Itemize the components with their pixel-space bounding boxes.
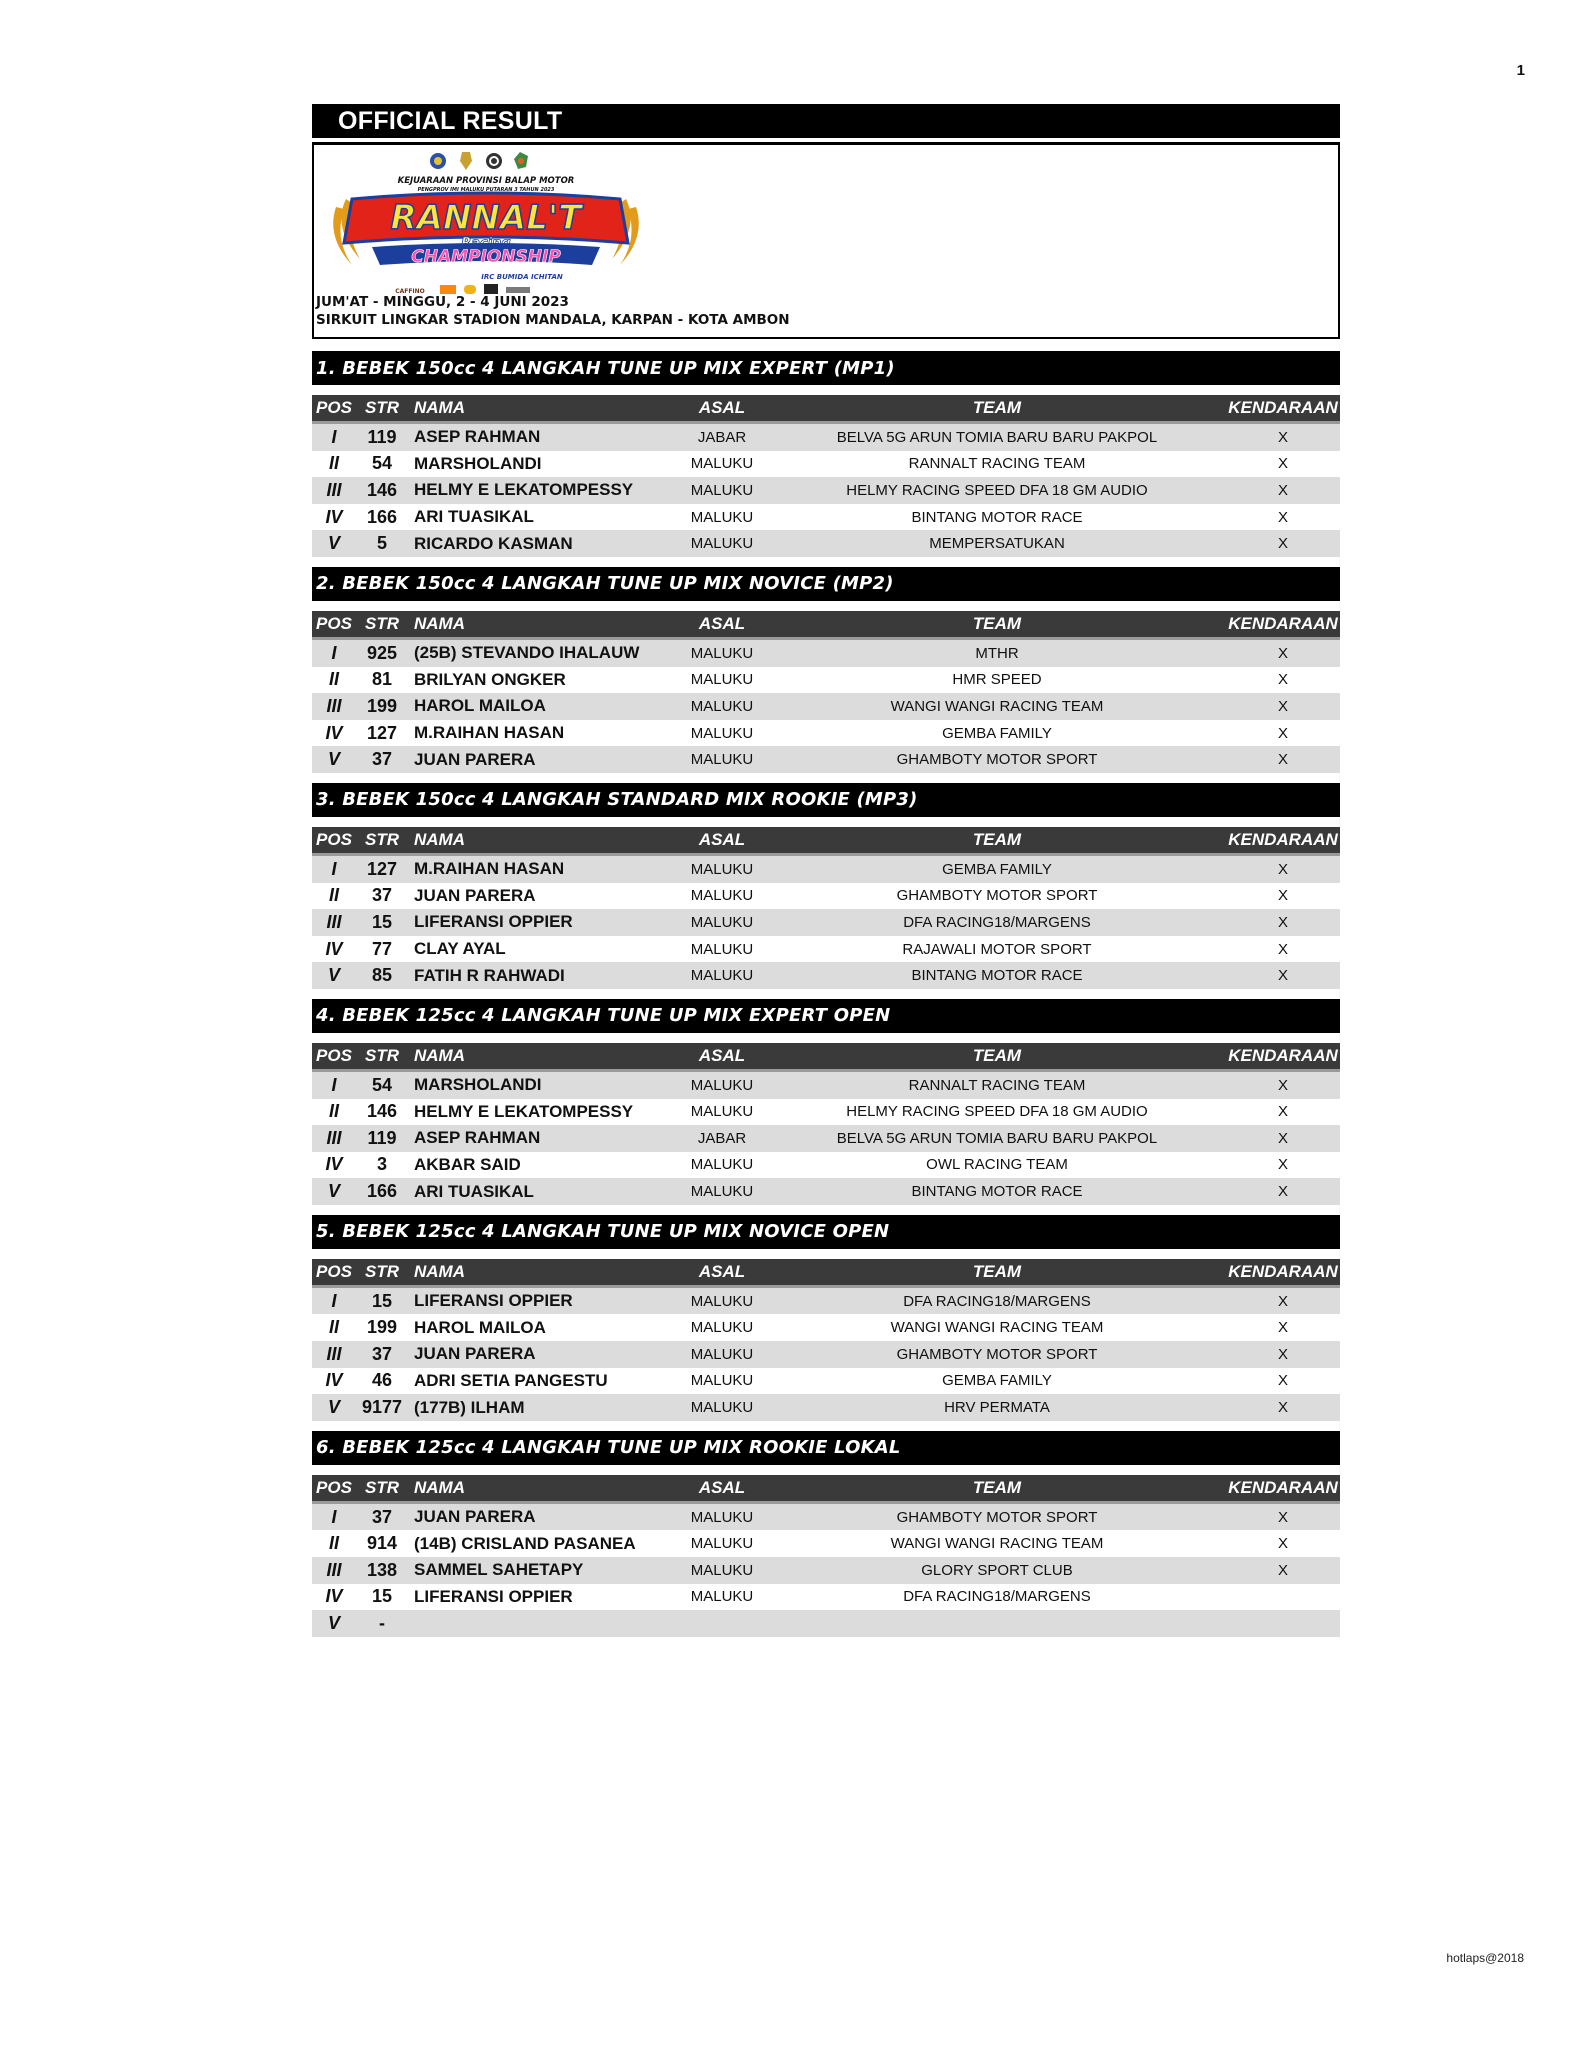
cell-nama: HELMY E LEKATOMPESSY (414, 480, 634, 500)
column-header-kendaraan: KENDARAAN (1228, 613, 1338, 633)
table-row (312, 1314, 1340, 1341)
cell-asal: MALUKU (690, 1345, 754, 1363)
cell-asal: MALUKU (690, 887, 754, 905)
cell-asal: MALUKU (690, 535, 754, 553)
column-header-team: TEAM (972, 1045, 1022, 1065)
cell-str: 146 (366, 1101, 398, 1122)
cell-nama: ASEP RAHMAN (414, 427, 541, 447)
cell-team: WANGI WANGI RACING TEAM (890, 697, 1104, 715)
cell-asal: MALUKU (690, 1399, 754, 1417)
cell-nama: JUAN PARERA (414, 1507, 536, 1527)
column-header-row (312, 1043, 1340, 1072)
cell-team: BINTANG MOTOR RACE (911, 967, 1083, 985)
cell-str: 37 (371, 1506, 393, 1527)
cell-nama: ADRI SETIA PANGESTU (414, 1370, 608, 1390)
column-header-nama: NAMA (414, 1045, 465, 1065)
table-row (312, 1125, 1340, 1152)
cell-str: 127 (366, 722, 398, 743)
table-row (312, 424, 1340, 451)
cell-nama: HAROL MAILOA (414, 696, 546, 716)
cell-kendaraan: X (1277, 1156, 1288, 1174)
cell-team: GLORY SPORT CLUB (921, 1561, 1073, 1579)
column-header-pos: POS (316, 829, 352, 849)
cell-kendaraan: X (1277, 455, 1288, 473)
cell-asal: MALUKU (690, 1535, 754, 1553)
column-header-asal: ASAL (698, 829, 746, 849)
table-row (312, 720, 1340, 747)
cell-str: 925 (366, 642, 398, 663)
table-row (312, 530, 1340, 557)
cell-pos: III (326, 911, 342, 932)
cell-asal: MALUKU (690, 1292, 754, 1310)
cell-asal: MALUKU (690, 1561, 754, 1579)
cell-pos: III (326, 695, 342, 716)
event-date: JUM'AT - MINGGU, 2 - 4 JUNI 2023 (316, 294, 569, 310)
cell-nama: CLAY AYAL (414, 939, 506, 959)
cell-kendaraan: X (1277, 887, 1288, 905)
column-header-kendaraan: KENDARAAN (1228, 398, 1338, 417)
column-header-row (312, 611, 1340, 640)
cell-team: HELMY RACING SPEED DFA 18 GM AUDIO (846, 481, 1148, 499)
column-header-row (312, 827, 1340, 856)
cell-pos: II (328, 453, 339, 474)
cell-team: MTHR (975, 644, 1019, 662)
cell-pos: I (331, 858, 337, 879)
cell-pos: IV (325, 506, 343, 527)
table-row (312, 1584, 1340, 1611)
cell-nama: MARSHOLANDI (414, 453, 542, 473)
cell-pos: III (326, 1343, 342, 1364)
cell-team: DFA RACING18/MARGENS (903, 1588, 1091, 1606)
column-header-pos: POS (316, 1261, 352, 1281)
cell-nama: MARSHOLANDI (414, 1075, 542, 1095)
logo-top-subtext: PENGPROV IMI MALUKU PUTARAN 3 TAHUN 2023 (417, 187, 555, 193)
cell-pos: IV (325, 1370, 343, 1391)
table-row (312, 746, 1340, 773)
section-title: 3. BEBEK 150cc 4 LANGKAH STANDARD MIX ROOKIE (MP3) (312, 783, 1340, 817)
table-row (312, 1610, 1340, 1637)
cell-str: 138 (366, 1559, 398, 1580)
column-header-team: TEAM (972, 613, 1022, 633)
cell-team: MEMPERSATUKAN (929, 535, 1065, 553)
column-header-team: TEAM (972, 1261, 1022, 1281)
cell-nama: (14B) CRISLAND PASANEA (414, 1533, 636, 1553)
page-number: 1 (1516, 62, 1525, 79)
cell-str: 146 (366, 479, 398, 500)
cell-nama: M.RAIHAN HASAN (414, 859, 565, 879)
section-title: 4. BEBEK 125cc 4 LANGKAH TUNE UP MIX EXPERT OPEN (312, 999, 1340, 1033)
cell-kendaraan: X (1277, 1399, 1288, 1417)
cell-pos: I (331, 1506, 337, 1527)
cell-asal: MALUKU (690, 1588, 754, 1606)
column-header-nama: NAMA (414, 1477, 465, 1497)
cell-kendaraan: X (1277, 1319, 1288, 1337)
cell-team: BINTANG MOTOR RACE (911, 508, 1083, 526)
cell-pos: III (326, 1559, 342, 1580)
cell-team: GHAMBOTY MOTOR SPORT (896, 1345, 1098, 1363)
cell-nama: LIFERANSI OPPIER (414, 912, 573, 932)
column-header-str: STR (365, 398, 399, 417)
section-title: 2. BEBEK 150cc 4 LANGKAH TUNE UP MIX NOVICE (MP2) (312, 567, 1340, 601)
cell-team: GHAMBOTY MOTOR SPORT (896, 887, 1098, 905)
cell-str: 119 (367, 426, 397, 447)
cell-kendaraan: X (1277, 1508, 1288, 1526)
column-header-nama: NAMA (414, 829, 465, 849)
column-header-asal: ASAL (698, 1477, 746, 1497)
table-row (312, 1504, 1340, 1531)
cell-asal: JABAR (697, 428, 747, 446)
column-header-str: STR (365, 1261, 399, 1281)
cell-nama: M.RAIHAN HASAN (414, 723, 565, 743)
table-row (312, 1394, 1340, 1421)
cell-str: 54 (371, 1074, 393, 1095)
cell-kendaraan: X (1277, 940, 1288, 958)
cell-pos: IV (325, 722, 343, 743)
column-header-kendaraan: KENDARAAN (1228, 1261, 1338, 1281)
cell-nama: JUAN PARERA (414, 749, 536, 769)
cell-team: WANGI WANGI RACING TEAM (890, 1319, 1104, 1337)
cell-team: HELMY RACING SPEED DFA 18 GM AUDIO (846, 1103, 1148, 1121)
cell-asal: MALUKU (690, 1156, 754, 1174)
cell-team: WANGI WANGI RACING TEAM (890, 1535, 1104, 1553)
table-row (312, 909, 1340, 936)
cell-kendaraan: X (1277, 535, 1288, 553)
cell-team: HMR SPEED (952, 671, 1042, 689)
logo-brand: RANNAL'T (390, 198, 582, 238)
cell-pos: II (328, 885, 339, 906)
cell-str: 81 (371, 669, 393, 690)
cell-team: GHAMBOTY MOTOR SPORT (896, 1508, 1098, 1526)
cell-str: 15 (371, 911, 393, 932)
cell-asal: JABAR (697, 1129, 747, 1147)
cell-team: GHAMBOTY MOTOR SPORT (896, 751, 1098, 769)
cell-asal: MALUKU (690, 751, 754, 769)
cell-kendaraan: X (1277, 1292, 1288, 1310)
cell-pos: IV (325, 1154, 343, 1175)
cell-kendaraan: X (1277, 1561, 1288, 1579)
cell-str: 37 (371, 749, 393, 770)
cell-pos: I (331, 1074, 337, 1095)
cell-str: 9177 (361, 1397, 403, 1418)
cell-asal: MALUKU (690, 1103, 754, 1121)
table-row (312, 1530, 1340, 1557)
cell-team: DFA RACING18/MARGENS (903, 913, 1091, 931)
sponsor-row-1: IRC BUMIDA ICHITAN (481, 273, 563, 281)
cell-str: 85 (371, 965, 393, 986)
table-row (312, 856, 1340, 883)
result-section (312, 783, 1340, 989)
cell-team: BINTANG MOTOR RACE (911, 1183, 1083, 1201)
column-header-nama: NAMA (414, 1261, 465, 1281)
section-title: 5. BEBEK 125cc 4 LANGKAH TUNE UP MIX NOVICE OPEN (312, 1215, 1340, 1249)
cell-kendaraan: X (1277, 1103, 1288, 1121)
logo-top-text: KEJUARAAN PROVINSI BALAP MOTOR (397, 176, 575, 186)
cell-nama: AKBAR SAID (414, 1154, 521, 1174)
cell-kendaraan: X (1277, 1076, 1288, 1094)
cell-str: 77 (371, 938, 393, 959)
cell-team: DFA RACING18/MARGENS (903, 1292, 1091, 1310)
footer-credit: hotlaps@2018 (1446, 1951, 1524, 1965)
table-row (312, 883, 1340, 910)
cell-kendaraan: X (1277, 1372, 1288, 1390)
result-section (312, 567, 1340, 773)
column-header-pos: POS (316, 1045, 352, 1065)
result-section (312, 351, 1340, 557)
table-row (312, 1178, 1340, 1205)
cell-team: RAJAWALI MOTOR SPORT (902, 940, 1092, 958)
table-row (312, 1072, 1340, 1099)
cell-pos: II (328, 669, 339, 690)
cell-kendaraan: X (1277, 1129, 1288, 1147)
table-row (312, 667, 1340, 694)
table-row (312, 504, 1340, 531)
cell-pos: V (327, 1181, 340, 1202)
cell-nama: JUAN PARERA (414, 885, 536, 905)
cell-asal: MALUKU (690, 724, 754, 742)
result-section (312, 1431, 1340, 1637)
cell-str: 914 (366, 1533, 398, 1554)
cell-asal: MALUKU (690, 860, 754, 878)
cell-nama: ASEP RAHMAN (414, 1128, 541, 1148)
cell-pos: II (328, 1317, 339, 1338)
cell-str: 166 (366, 506, 398, 527)
cell-kendaraan: X (1277, 428, 1288, 446)
cell-asal: MALUKU (690, 508, 754, 526)
cell-asal: MALUKU (690, 644, 754, 662)
cell-asal: MALUKU (690, 1508, 754, 1526)
column-header-str: STR (365, 1045, 399, 1065)
cell-asal: MALUKU (690, 671, 754, 689)
cell-asal: MALUKU (690, 940, 754, 958)
column-header-str: STR (365, 613, 399, 633)
table-row (312, 1288, 1340, 1315)
event-header-box (312, 142, 1340, 339)
column-header-team: TEAM (972, 829, 1022, 849)
cell-pos: V (327, 533, 340, 554)
result-section (312, 999, 1340, 1205)
cell-str: 37 (371, 1343, 393, 1364)
cell-kendaraan: X (1277, 913, 1288, 931)
cell-kendaraan: X (1277, 967, 1288, 985)
cell-nama: LIFERANSI OPPIER (414, 1586, 573, 1606)
cell-nama: (177B) ILHAM (414, 1397, 525, 1417)
cell-team: BELVA 5G ARUN TOMIA BARU BARU PAKPOL (836, 1129, 1158, 1147)
table-row (312, 451, 1340, 478)
cell-team: GEMBA FAMILY (942, 724, 1052, 742)
cell-pos: I (331, 642, 337, 663)
table-row (312, 1341, 1340, 1368)
column-header-row (312, 395, 1340, 424)
cell-str: 166 (366, 1181, 398, 1202)
cell-asal: MALUKU (690, 481, 754, 499)
official-result-title: OFFICIAL RESULT (312, 104, 1340, 138)
cell-asal: MALUKU (690, 455, 754, 473)
cell-nama: LIFERANSI OPPIER (414, 1291, 573, 1311)
column-header-row (312, 1259, 1340, 1288)
results-sections (312, 351, 1340, 1637)
cell-pos: V (327, 1397, 340, 1418)
cell-pos: II (328, 1533, 339, 1554)
table-row (312, 477, 1340, 504)
column-header-nama: NAMA (414, 398, 465, 417)
table-row (312, 1368, 1340, 1395)
column-header-str: STR (365, 829, 399, 849)
column-header-asal: ASAL (698, 613, 746, 633)
cell-pos: V (327, 1613, 340, 1634)
column-header-pos: POS (316, 1477, 352, 1497)
cell-team: RANNALT RACING TEAM (908, 1076, 1086, 1094)
cell-str: 127 (366, 858, 398, 879)
event-venue: SIRKUIT LINGKAR STADION MANDALA, KARPAN - KOTA AMBON (316, 312, 790, 328)
section-title: 1. BEBEK 150cc 4 LANGKAH TUNE UP MIX EXPERT (MP1) (312, 351, 1340, 385)
sponsor-row-2: CAFFINO (395, 288, 425, 295)
column-header-kendaraan: KENDARAAN (1228, 1045, 1338, 1065)
cell-kendaraan: X (1277, 1183, 1288, 1201)
column-header-str: STR (365, 1477, 399, 1497)
cell-nama: ARI TUASIKAL (414, 1181, 534, 1201)
cell-team: HRV PERMATA (944, 1399, 1050, 1417)
cell-nama: BRILYAN ONGKER (414, 669, 566, 689)
cell-nama: RICARDO KASMAN (414, 533, 573, 553)
cell-team: GEMBA FAMILY (942, 860, 1052, 878)
column-header-team: TEAM (972, 1477, 1022, 1497)
cell-asal: MALUKU (690, 1076, 754, 1094)
table-row (312, 640, 1340, 667)
cell-asal: MALUKU (690, 913, 754, 931)
section-title: 6. BEBEK 125cc 4 LANGKAH TUNE UP MIX ROOKIE LOKAL (312, 1431, 1340, 1465)
table-row (312, 1557, 1340, 1584)
column-header-pos: POS (316, 398, 352, 417)
organizer-emblems (430, 152, 528, 170)
cell-pos: II (328, 1101, 339, 1122)
cell-asal: MALUKU (690, 697, 754, 715)
column-header-asal: ASAL (698, 1045, 746, 1065)
official-result-document (312, 104, 1340, 1637)
cell-pos: III (326, 1127, 342, 1148)
column-header-kendaraan: KENDARAAN (1228, 829, 1338, 849)
cell-kendaraan: X (1277, 724, 1288, 742)
cell-nama: SAMMEL SAHETAPY (414, 1560, 584, 1580)
column-header-team: TEAM (972, 398, 1022, 417)
cell-nama: FATIH R RAHWADI (414, 965, 565, 985)
cell-kendaraan: X (1277, 671, 1288, 689)
table-row (312, 1152, 1340, 1179)
cell-kendaraan: X (1277, 751, 1288, 769)
column-header-pos: POS (316, 613, 352, 633)
cell-nama: ARI TUASIKAL (414, 507, 534, 527)
cell-nama: JUAN PARERA (414, 1344, 536, 1364)
cell-asal: MALUKU (690, 967, 754, 985)
column-header-asal: ASAL (698, 1261, 746, 1281)
logo-championship: CHAMPIONSHIP (411, 247, 561, 267)
table-row (312, 962, 1340, 989)
column-header-row (312, 1475, 1340, 1504)
cell-pos: V (327, 965, 340, 986)
cell-str: 199 (366, 1317, 398, 1338)
cell-str: 5 (376, 533, 387, 554)
column-header-nama: NAMA (414, 613, 465, 633)
table-row (312, 936, 1340, 963)
table-row (312, 693, 1340, 720)
column-header-asal: ASAL (698, 398, 746, 417)
cell-asal: MALUKU (690, 1183, 754, 1201)
cell-nama: HELMY E LEKATOMPESSY (414, 1101, 634, 1121)
cell-kendaraan: X (1277, 481, 1288, 499)
cell-pos: I (331, 1290, 337, 1311)
cell-kendaraan: X (1277, 697, 1288, 715)
cell-str: 54 (371, 453, 393, 474)
cell-kendaraan: X (1277, 644, 1288, 662)
cell-pos: I (331, 426, 337, 447)
event-info (316, 293, 790, 329)
cell-kendaraan: X (1277, 508, 1288, 526)
cell-str: 15 (371, 1290, 393, 1311)
cell-pos: V (327, 749, 340, 770)
cell-kendaraan: X (1277, 1345, 1288, 1363)
cell-team: OWL RACING TEAM (926, 1156, 1068, 1174)
cell-pos: IV (325, 938, 343, 959)
cell-nama: (25B) STEVANDO IHALAUW (414, 643, 640, 663)
cell-str: 119 (367, 1127, 397, 1148)
cell-pos: IV (325, 1586, 343, 1607)
cell-team: RANNALT RACING TEAM (908, 455, 1086, 473)
cell-kendaraan: X (1277, 860, 1288, 878)
result-section (312, 1215, 1340, 1421)
cell-asal: MALUKU (690, 1372, 754, 1390)
cell-str: 15 (371, 1586, 393, 1607)
cell-asal: MALUKU (690, 1319, 754, 1337)
column-header-kendaraan: KENDARAAN (1228, 1477, 1338, 1497)
cell-team: BELVA 5G ARUN TOMIA BARU BARU PAKPOL (836, 428, 1158, 446)
championship-logo (322, 147, 650, 295)
cell-str: 46 (371, 1370, 393, 1391)
cell-kendaraan: X (1277, 1535, 1288, 1553)
cell-str: - (379, 1613, 385, 1634)
cell-str: 3 (376, 1154, 387, 1175)
cell-pos: III (326, 479, 342, 500)
cell-team: GEMBA FAMILY (942, 1372, 1052, 1390)
cell-str: 199 (366, 695, 398, 716)
cell-nama: HAROL MAILOA (414, 1317, 546, 1337)
table-row (312, 1099, 1340, 1126)
cell-str: 37 (371, 885, 393, 906)
